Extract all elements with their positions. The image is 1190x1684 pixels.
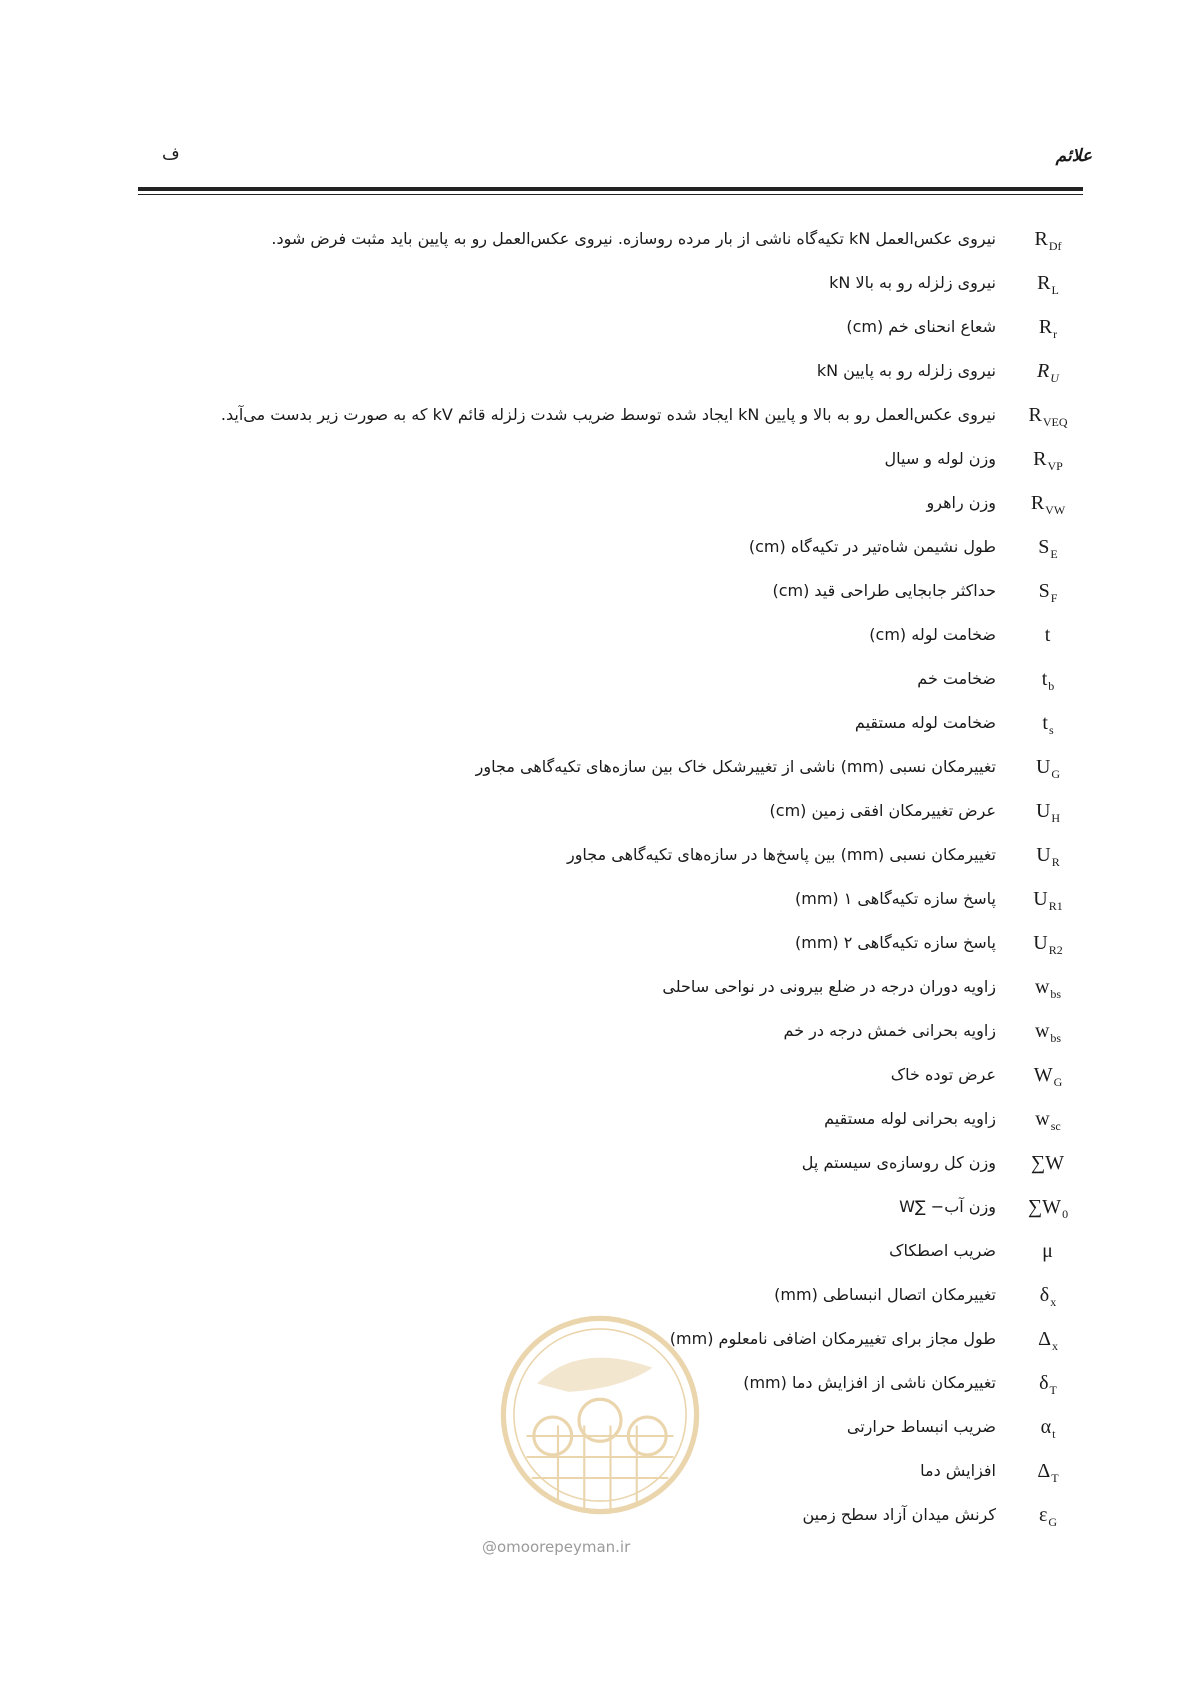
symbol — [1018, 668, 1078, 691]
symbol-main: δ — [1039, 1284, 1050, 1306]
section-title: علائم — [1055, 146, 1092, 166]
symbol-description: ضریب انبساط حرارتی — [846, 1417, 996, 1436]
symbol-main: ∑W — [1030, 1152, 1065, 1174]
symbol-subscript: 0 — [1062, 1207, 1069, 1221]
symbol — [1018, 492, 1078, 515]
symbol-description: تغییرمکان نسبی (mm) بین پاسخ‌ها در سازه‌های تکیه‌گاهی مجاور — [566, 845, 996, 864]
symbol-row — [0, 712, 1190, 756]
symbol-main: α — [1040, 1416, 1052, 1438]
symbol-main: ε — [1038, 1504, 1048, 1526]
symbol — [1018, 1196, 1078, 1219]
symbol-subscript: r — [1053, 327, 1058, 341]
symbol — [1018, 448, 1078, 471]
symbol-row — [0, 404, 1190, 448]
symbol-main: U — [1033, 888, 1048, 910]
symbol — [1018, 1064, 1078, 1087]
symbol-subscript: s — [1048, 723, 1054, 737]
symbol-row — [0, 1108, 1190, 1152]
symbol-description: وزن لوله و سیال — [884, 449, 996, 468]
symbol — [1018, 360, 1078, 383]
symbol — [1018, 1240, 1078, 1263]
symbol-main: S — [1038, 536, 1050, 558]
symbol-row — [0, 800, 1190, 844]
symbol — [1018, 404, 1078, 427]
symbol-description: کرنش میدان آزاد سطح زمین — [802, 1505, 996, 1524]
symbol — [1018, 1416, 1078, 1439]
symbol — [1018, 1372, 1078, 1395]
symbol-row — [0, 272, 1190, 316]
symbol-main: μ — [1042, 1240, 1053, 1262]
symbol-description: عرض تغییرمکان افقی زمین (cm) — [769, 801, 996, 820]
symbol-subscript: x — [1050, 1295, 1057, 1309]
symbol-description: ضخامت لوله مستقیم — [854, 713, 996, 732]
symbol — [1018, 1108, 1078, 1131]
symbol-description: شعاع انحنای خم (cm) — [846, 317, 996, 336]
symbol-description: زاویه بحرانی لوله مستقیم — [824, 1109, 996, 1128]
symbol — [1018, 1020, 1078, 1043]
symbol-main: t — [1041, 668, 1048, 690]
symbol-main: U — [1033, 932, 1048, 954]
symbol — [1018, 1152, 1078, 1175]
symbol-description: ضخامت لوله (cm) — [869, 625, 996, 644]
symbol-main: w — [1034, 1020, 1050, 1042]
symbol-description: طول مجاز برای تغییرمکان اضافی نامعلوم (mm) — [669, 1329, 996, 1348]
symbol-description: ضخامت خم — [917, 669, 996, 688]
symbol-row — [0, 756, 1190, 800]
symbol-row — [0, 1064, 1190, 1108]
symbol-description: وزن آب‌− ∑W — [899, 1197, 996, 1216]
symbol-subscript: b — [1048, 679, 1055, 693]
symbol-description: حداکثر جابجایی طراحی قید (cm) — [772, 581, 996, 600]
symbol-subscript: T — [1049, 1383, 1057, 1397]
symbol-description: تغییرمکان ناشی از افزایش دما (mm) — [743, 1373, 996, 1392]
symbol-main: R — [1037, 360, 1050, 382]
symbol — [1018, 580, 1078, 603]
symbol-description: تغییرمکان اتصال انبساطی (mm) — [774, 1285, 996, 1304]
symbol — [1018, 228, 1078, 251]
symbol-description: نیروی زلزله رو به بالا kN — [829, 273, 996, 292]
symbol-row — [0, 668, 1190, 712]
symbol-row — [0, 1020, 1190, 1064]
symbol-description: زاویه بحرانی خمش درجه در خم — [783, 1021, 996, 1040]
symbol-description: پاسخ سازه تکیه‌گاهی ۱ (mm) — [794, 889, 996, 908]
symbol-description: وزن راهرو — [926, 493, 996, 512]
symbol-main: W — [1033, 1064, 1053, 1086]
symbol-subscript: E — [1050, 547, 1058, 561]
symbol-subscript: G — [1051, 767, 1061, 781]
symbol-subscript: R2 — [1048, 943, 1063, 957]
symbol-row — [0, 228, 1190, 272]
symbol-main: Δ — [1038, 1328, 1051, 1350]
symbol — [1018, 316, 1078, 339]
symbol-subscript: H — [1051, 811, 1061, 825]
symbol — [1018, 624, 1078, 647]
symbol-subscript: Df — [1048, 239, 1062, 253]
symbol-subscript: G — [1053, 1075, 1063, 1089]
symbol-description: ضریب اصطکاک — [889, 1241, 996, 1260]
symbol-main: U — [1036, 844, 1051, 866]
symbol-description: وزن کل روسازه‌ی سیستم پل — [801, 1153, 996, 1172]
symbol-description: نیروی عکس‌العمل رو به بالا و پایین kN ایجاد شده توسط ضریب شدت زلزله قائم kV که به صورت زیر بدست می‌آید. — [220, 405, 996, 424]
symbol-row — [0, 448, 1190, 492]
symbol-main: U — [1035, 800, 1051, 822]
symbol-row — [0, 1240, 1190, 1284]
symbol-subscript: T — [1051, 1471, 1059, 1485]
symbol-subscript: t — [1052, 1427, 1056, 1441]
header-rule-thin — [138, 194, 1083, 195]
symbol — [1018, 1460, 1078, 1483]
page-header — [0, 140, 1190, 180]
symbol-main: R — [1037, 272, 1051, 294]
watermark-text: @omoorepeyman.ir — [482, 1538, 631, 1556]
symbol-main: R — [1028, 404, 1042, 426]
symbol — [1018, 844, 1078, 867]
symbol-subscript: VW — [1045, 503, 1066, 517]
symbol-subscript: F — [1050, 591, 1058, 605]
symbol-main: t — [1042, 712, 1048, 734]
symbol — [1018, 272, 1078, 295]
symbol-description: عرض توده خاک — [890, 1065, 996, 1084]
symbol-subscript: x — [1051, 1339, 1058, 1353]
symbol-subscript: VP — [1047, 459, 1063, 473]
symbol-main: U — [1035, 756, 1051, 778]
symbol-main: ∑W — [1027, 1196, 1062, 1218]
symbol-row — [0, 844, 1190, 888]
symbol — [1018, 536, 1078, 559]
symbol-subscript: VEQ — [1042, 415, 1068, 429]
symbol-description: پاسخ سازه تکیه‌گاهی ۲ (mm) — [794, 933, 996, 952]
symbol-main: R — [1033, 448, 1047, 470]
symbol — [1018, 756, 1078, 779]
symbol-row — [0, 1196, 1190, 1240]
symbol-description: نیروی عکس‌العمل kN تکیه‌گاه ناشی از بار مرده روسازه. نیروی عکس‌العمل رو به پایین باید مثبت فرض شود. — [271, 229, 996, 248]
symbol — [1018, 1284, 1078, 1307]
symbol-row — [0, 976, 1190, 1020]
symbol-description: تغییرمکان نسبی (mm) ناشی از تغییرشکل خاک بین سازه‌های تکیه‌گاهی مجاور — [475, 757, 996, 776]
symbol — [1018, 1504, 1078, 1527]
symbol-main: Δ — [1037, 1460, 1051, 1482]
symbol-row — [0, 932, 1190, 976]
symbol — [1018, 976, 1078, 999]
symbol — [1018, 712, 1078, 735]
symbol — [1018, 888, 1078, 911]
symbol-row — [0, 492, 1190, 536]
symbol-row — [0, 536, 1190, 580]
symbol-subscript: R — [1051, 855, 1060, 869]
symbol-description: نیروی زلزله رو به پایین kN — [816, 361, 996, 380]
symbol-main: w — [1034, 976, 1050, 998]
symbol-main: R — [1034, 228, 1048, 250]
symbol-subscript: sc — [1050, 1119, 1061, 1133]
symbol-row — [0, 360, 1190, 404]
symbol-subscript: R1 — [1048, 899, 1063, 913]
symbol-main: R — [1030, 492, 1045, 514]
symbol-row — [0, 316, 1190, 360]
symbol-subscript: bs — [1050, 987, 1062, 1001]
symbol-subscript: L — [1051, 283, 1059, 297]
header-rule-thick — [138, 187, 1083, 191]
symbol-description: افزایش دما — [920, 1461, 996, 1480]
watermark-logo — [495, 1310, 705, 1520]
symbol-row — [0, 1152, 1190, 1196]
symbol-main: w — [1035, 1108, 1050, 1130]
symbol-row — [0, 888, 1190, 932]
symbol-main: δ — [1039, 1372, 1049, 1394]
page-number: ف — [162, 144, 180, 164]
symbol-main: R — [1038, 316, 1053, 338]
symbol — [1018, 932, 1078, 955]
symbol-subscript: U — [1050, 371, 1059, 385]
symbol-main: S — [1038, 580, 1050, 602]
symbol — [1018, 1328, 1078, 1351]
symbol-main: t — [1044, 624, 1051, 646]
symbol-subscript: bs — [1050, 1031, 1062, 1045]
symbol-description: طول نشیمن شاه‌تیر در تکیه‌گاه (cm) — [748, 537, 996, 556]
symbol-subscript: G — [1048, 1515, 1058, 1529]
symbol — [1018, 800, 1078, 823]
symbol-row — [0, 624, 1190, 668]
symbol-row — [0, 580, 1190, 624]
symbol-description: زاویه دوران درجه در ضلع بیرونی در نواحی ساحلی — [662, 977, 996, 996]
